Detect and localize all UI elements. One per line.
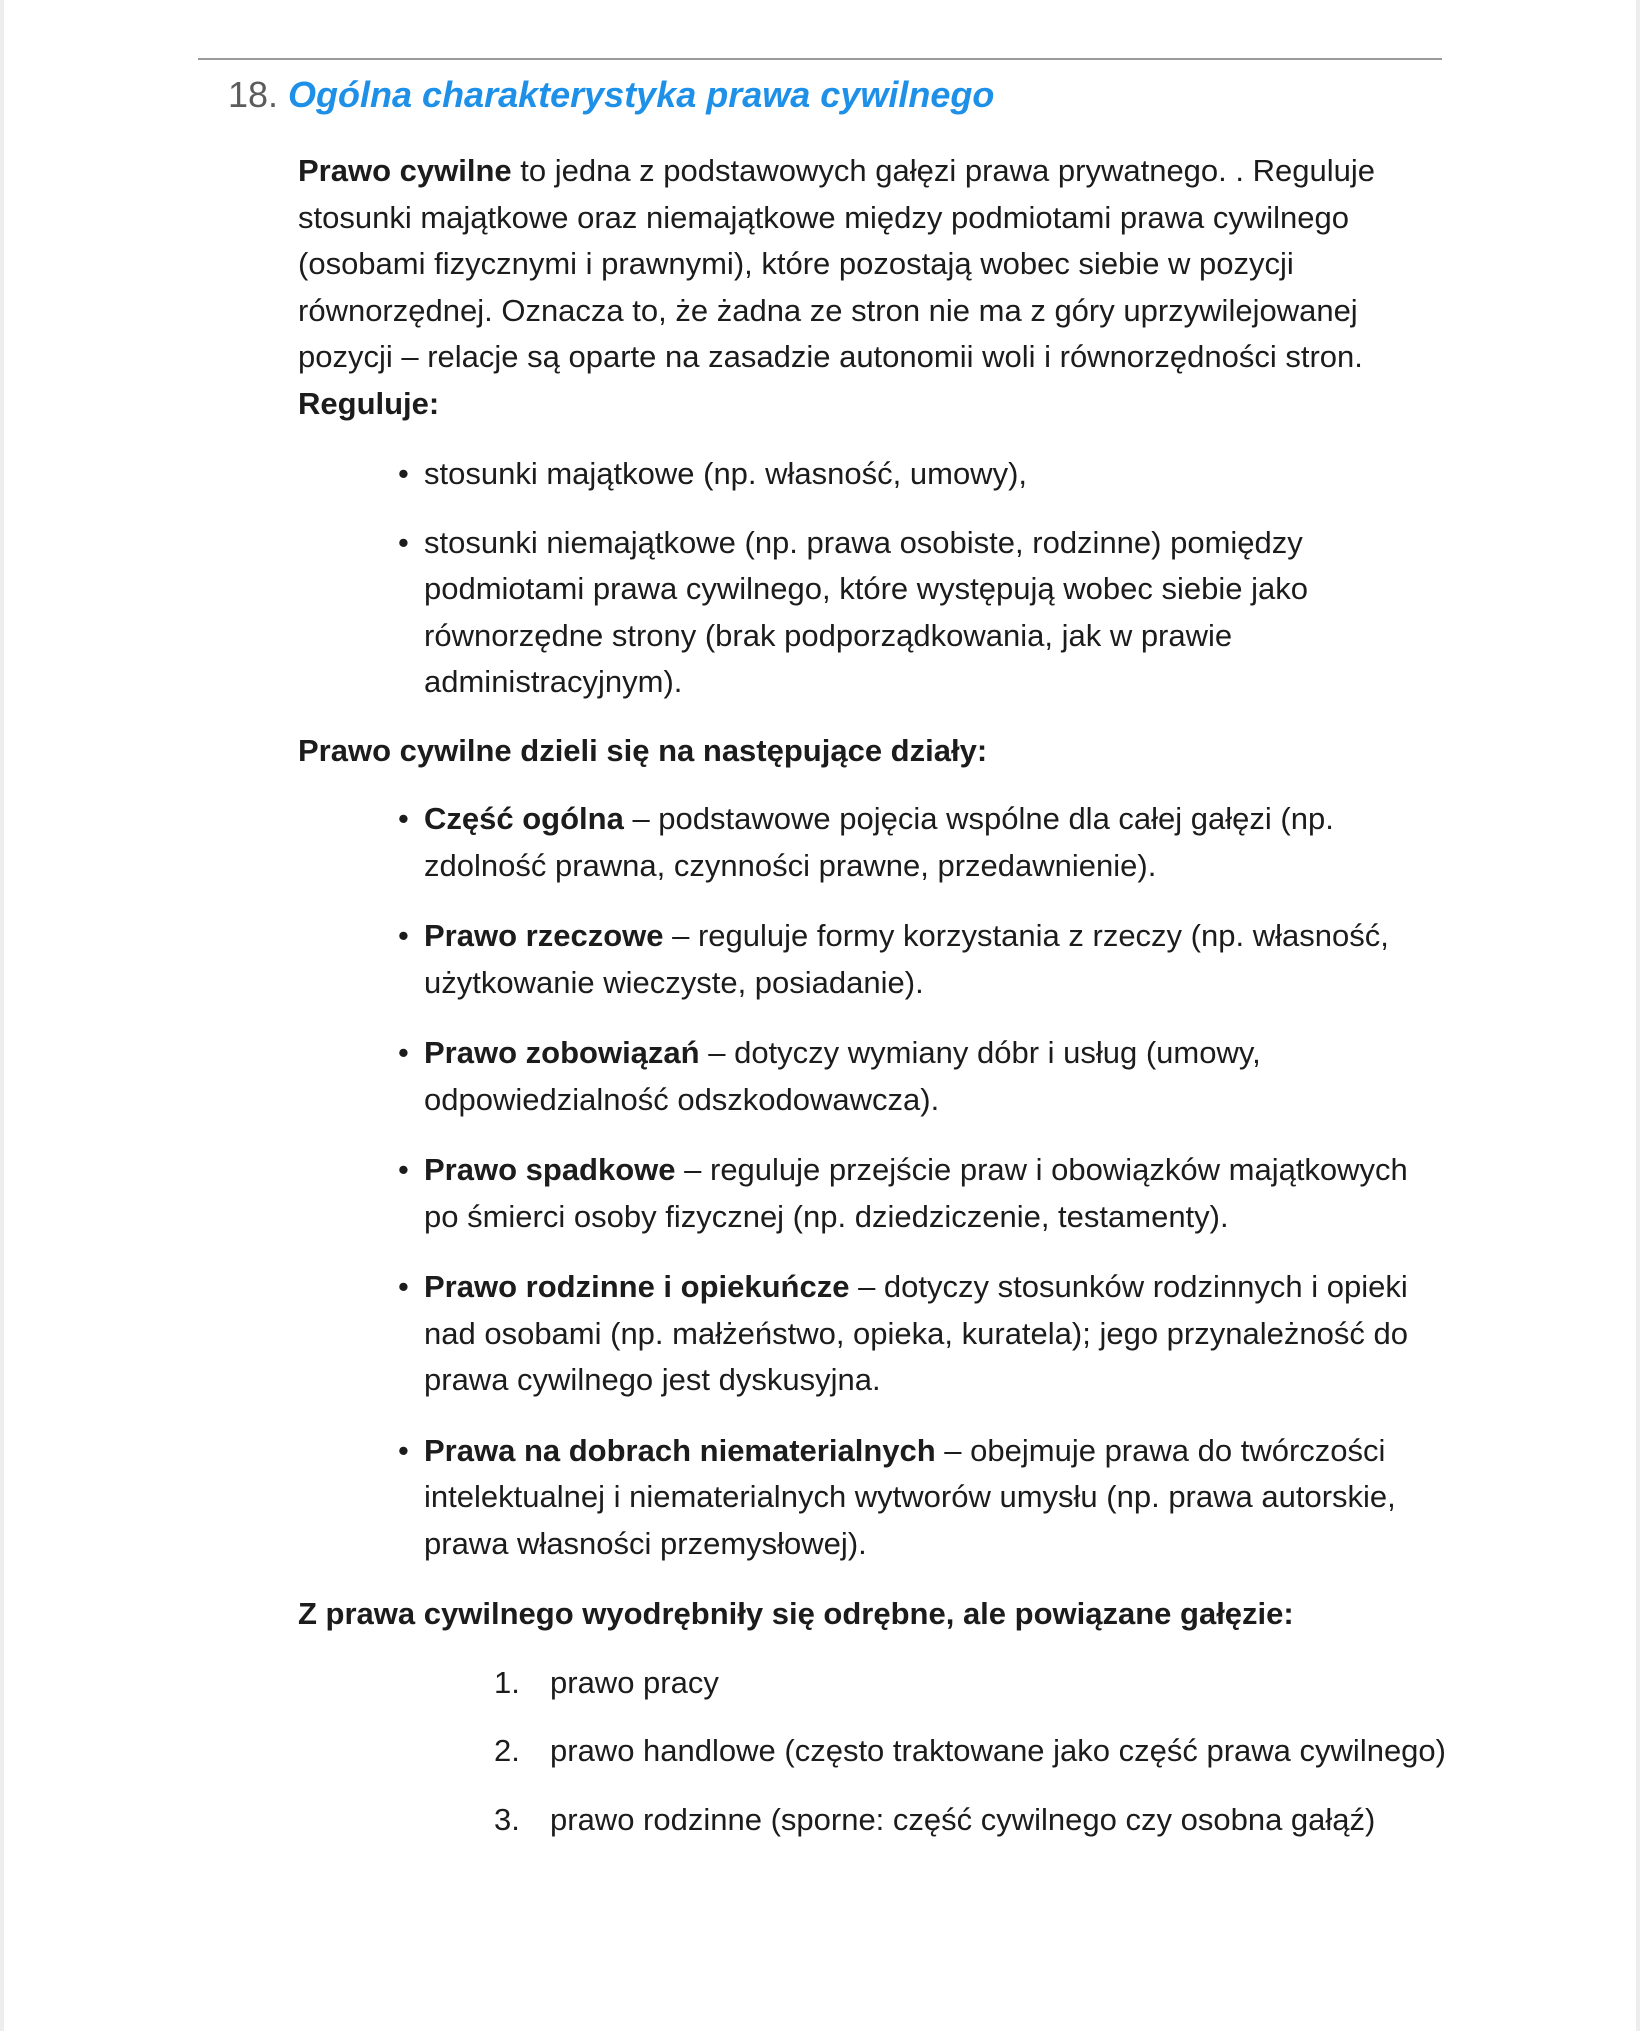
list-item xyxy=(398,1264,1448,1404)
top-divider xyxy=(198,58,1442,60)
division-name: Prawa na dobrach niematerialnych xyxy=(424,1432,936,1468)
regulates-list xyxy=(298,451,1448,706)
bullet-icon: • xyxy=(398,456,409,491)
division-desc: – reguluje formy korzystania z rzeczy (np. własność, użytkowanie wieczyste, posiadanie). xyxy=(424,918,1389,1000)
branches-list xyxy=(298,1660,1448,1844)
list-item xyxy=(398,520,1448,706)
section-heading xyxy=(228,70,994,120)
list-item xyxy=(398,1030,1448,1123)
list-item xyxy=(398,796,1448,889)
branches-heading: Z prawa cywilnego wyodrębniły się odrębne, ale powiązane gałęzie: xyxy=(298,1596,1294,1631)
bullet-icon: • xyxy=(398,1035,409,1070)
list-number: 2. xyxy=(494,1733,520,1768)
division-desc: – dotyczy stosunków rodzinnych i opieki nad osobami (np. małżeństwo, opieka, kuratela); jego przynależność do prawa cywilnego jest dyskusyjna. xyxy=(424,1269,1408,1397)
list-item xyxy=(494,1797,1448,1844)
list-item xyxy=(494,1728,1448,1775)
division-desc: – obejmuje prawa do twórczości intelektualnej i niematerialnych wytworów umysłu (np. prawa autorskie, prawa własności przemysłowej). xyxy=(424,1432,1396,1561)
list-item-text: prawo pracy xyxy=(550,1664,719,1700)
list-item xyxy=(398,1428,1448,1568)
list-number: 3. xyxy=(494,1801,520,1837)
intro-term: Prawo cywilne xyxy=(298,153,512,188)
division-name: Część ogólna xyxy=(424,801,624,836)
list-number: 1. xyxy=(494,1664,520,1700)
bullet-icon: • xyxy=(398,801,409,836)
bullet-icon: • xyxy=(398,1152,409,1187)
list-item xyxy=(398,1147,1448,1240)
page-right-edge xyxy=(1636,0,1640,2031)
intro-text: to jedna z podstawowych gałęzi prawa prywatnego. . Reguluje stosunki majątkowe oraz niemajątkowe między podmiotami prawa cywilnego (osobami fizycznymi i prawnymi), które pozostają wobec siebie w pozycji równorzędnej. Oznacza to, że żadna ze stron nie ma z góry uprzywilejowanej pozycji – relacje są oparte na zasadzie autonomii woli i równorzędności stron. xyxy=(298,153,1375,374)
section-title: Ogólna charakterystyka prawa cywilnego xyxy=(288,74,995,115)
bullet-icon: • xyxy=(398,1269,409,1304)
bullet-icon: • xyxy=(398,524,409,560)
section-number: 18. xyxy=(228,74,279,115)
intro-paragraph xyxy=(298,148,1448,427)
page-left-edge xyxy=(0,0,4,2031)
division-name: Prawo rodzinne i opiekuńcze xyxy=(424,1269,850,1304)
division-desc: – podstawowe pojęcia wspólne dla całej gałęzi (np. zdolność prawna, czynności prawne, przedawnienie). xyxy=(424,801,1334,883)
list-item xyxy=(494,1660,1448,1707)
list-item-text: stosunki majątkowe (np. własność, umowy), xyxy=(424,456,1028,491)
division-desc: – reguluje przejście praw i obowiązków majątkowych po śmierci osoby fizycznej (np. dziedziczenie, testamenty). xyxy=(424,1152,1408,1234)
division-name: Prawo rzeczowe xyxy=(424,918,664,953)
division-desc: – dotyczy wymiany dóbr i usług (umowy, odpowiedzialność odszkodowawcza). xyxy=(424,1035,1261,1117)
list-item-text: stosunki niemajątkowe (np. prawa osobiste, rodzinne) pomiędzy podmiotami prawa cywilnego, które występują wobec siebie jako równorzędne strony (brak podporządkowania, jak w prawie administracyjnym). xyxy=(424,524,1308,699)
division-name: Prawo zobowiązań xyxy=(424,1035,700,1070)
reguluje-label: Reguluje: xyxy=(298,385,440,421)
divisions-heading: Prawo cywilne dzieli się na następujące działy: xyxy=(298,732,988,768)
list-item-text: prawo rodzinne (sporne: część cywilnego czy osobna gałąź) xyxy=(550,1801,1376,1837)
list-item-text: prawo handlowe (często traktowane jako część prawa cywilnego) xyxy=(550,1733,1446,1768)
bullet-icon: • xyxy=(398,1432,409,1468)
divisions-list xyxy=(298,796,1448,1567)
list-item xyxy=(398,913,1448,1006)
list-item xyxy=(398,451,1448,498)
division-name: Prawo spadkowe xyxy=(424,1152,676,1187)
bullet-icon: • xyxy=(398,918,409,953)
document-body xyxy=(298,148,1448,1865)
